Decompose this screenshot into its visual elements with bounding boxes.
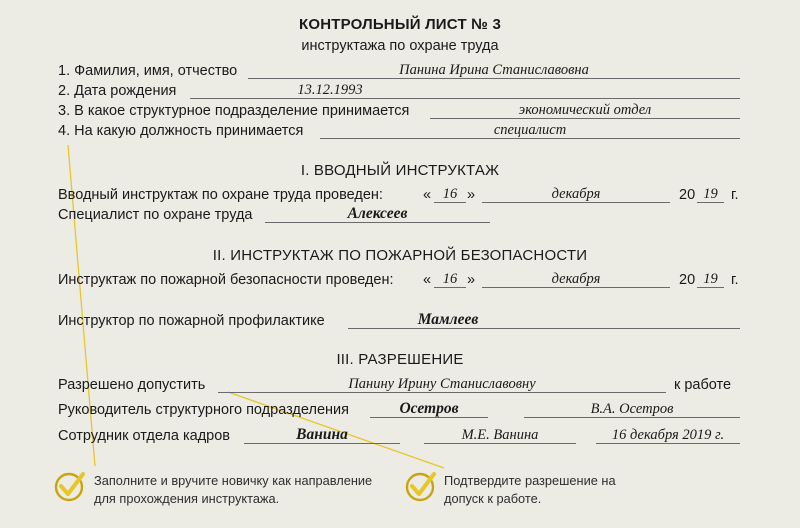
fire-year-suffix: г. <box>731 272 739 288</box>
document-subtitle: инструктажа по охране труда <box>301 38 499 54</box>
fire-year-prefix: 20 <box>679 272 696 288</box>
fire-quote-close: » <box>467 272 476 288</box>
head-name[interactable]: В.А. Осетров <box>590 401 674 417</box>
instructor-signature[interactable]: Мамлеев <box>417 311 479 328</box>
fio-label: 1. Фамилия, имя, отчество <box>58 63 238 79</box>
head-signature[interactable]: Осетров <box>399 400 459 417</box>
section-permission-heading: III. РАЗРЕШЕНИЕ <box>336 351 464 368</box>
intro-day[interactable]: 16 <box>442 186 458 202</box>
fire-day[interactable]: 16 <box>442 271 458 287</box>
intro-year-suffix: г. <box>731 187 739 203</box>
fire-quote-open: « <box>423 272 432 288</box>
intro-year-prefix: 20 <box>679 187 696 203</box>
fire-year[interactable]: 19 <box>703 271 718 287</box>
note-instruction: Заполните и вручите новичку как направление для прохождения инструктажа. <box>94 473 373 506</box>
specialist-signature[interactable]: Алексеев <box>347 205 408 222</box>
allowed-value[interactable]: Панину Ирину Станиславовну <box>348 376 536 392</box>
section-fire-heading: II. ИНСТРУКТАЖ ПО ПОЖАРНОЙ БЕЗОПАСНОСТИ <box>212 247 588 264</box>
hr-label: Сотрудник отдела кадров <box>58 428 230 444</box>
hr-name[interactable]: М.Е. Ванина <box>461 427 539 443</box>
allowed-label: Разрешено допустить <box>58 377 206 393</box>
department-label: 3. В какое структурное подразделение принимается <box>58 103 410 119</box>
intro-month[interactable]: декабря <box>551 186 601 202</box>
dob-value[interactable]: 13.12.1993 <box>297 82 363 98</box>
dob-label: 2. Дата рождения <box>58 83 177 99</box>
fio-value[interactable]: Панина Ирина Станиславовна <box>399 62 589 78</box>
fire-month[interactable]: декабря <box>551 271 601 287</box>
document-title: КОНТРОЛЬНЫЙ ЛИСТ № 3 <box>298 16 502 33</box>
head-label: Руководитель структурного подразделения <box>58 402 349 418</box>
intro-quote-close: » <box>467 187 476 203</box>
hr-date[interactable]: 16 декабря 2019 г. <box>611 427 725 443</box>
intro-conducted-label: Вводный инструктаж по охране труда проведен: <box>58 187 383 203</box>
position-value[interactable]: специалист <box>493 122 567 138</box>
specialist-label: Специалист по охране труда <box>58 207 253 223</box>
check-circle-icon <box>404 469 438 503</box>
intro-year[interactable]: 19 <box>703 186 718 202</box>
to-work-label: к работе <box>674 377 732 393</box>
intro-quote-open: « <box>423 187 432 203</box>
instructor-label: Инструктор по пожарной профилактике <box>58 313 325 329</box>
fire-conducted-label: Инструктаж по пожарной безопасности проведен: <box>58 272 394 288</box>
section-intro-heading: I. ВВОДНЫЙ ИНСТРУКТАЖ <box>300 162 500 179</box>
department-value[interactable]: экономический отдел <box>518 102 652 118</box>
position-label: 4. На какую должность принимается <box>58 123 304 139</box>
check-circle-icon <box>53 469 87 503</box>
note-permission: Подтвердите разрешение на допуск к работе. <box>444 473 616 506</box>
hr-signature[interactable]: Ванина <box>296 426 348 443</box>
